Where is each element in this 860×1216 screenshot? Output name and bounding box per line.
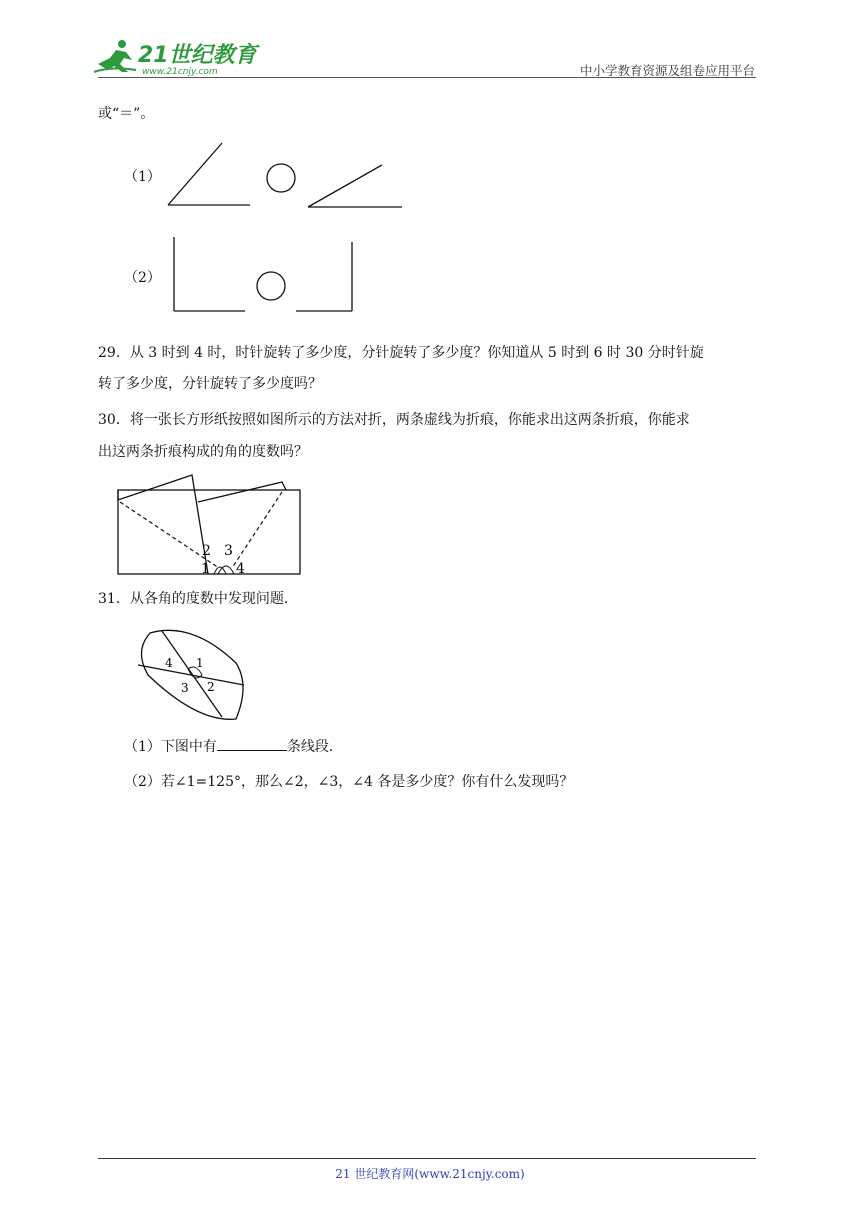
q31-ellipse-figure [132,623,250,723]
q28-part2-label: （2） [124,270,161,286]
q29-line2: 转了多少度，分针旋转了多少度吗？ [98,376,322,392]
q28-part1-label: （1） [124,169,161,185]
q31-angle-2-label: 2 [207,680,215,694]
header-platform-text: 中小学教育资源及组卷应用平台 [579,63,755,78]
q30-line2: 出这两条折痕构成的角的度数吗？ [98,444,308,460]
logo-text: 21世纪教育 [138,43,257,68]
q28-part1-figure [160,140,410,215]
q30-angle-1-label: 1 [201,561,210,577]
logo-runner-icon [92,36,262,78]
q30-line1: 30．将一张长方形纸按照如图所示的方法对折，两条虚线为折痕，你能求出这两条折痕，你能求 [98,412,690,428]
q31-angle-4-label: 4 [165,656,173,670]
q29-line1: 29．从 3 时到 4 时，时针旋转了多少度，分针旋转了多少度？你知道从 5 时到 6 时 30 分时针旋 [98,345,704,361]
header-divider [98,77,756,78]
footer-text: 21 世纪教育网(www.21cnjy.com) [335,1167,525,1181]
q30-angle-3-label: 3 [224,543,233,559]
q31-angle-1-label: 1 [196,656,204,670]
q31-angle-3-label: 3 [181,681,189,695]
q31-line1: 31．从各角的度数中发现问题． [98,591,298,607]
q31-answer-blank[interactable] [217,736,287,751]
q30-angle-4-label: 4 [236,561,245,577]
logo-url: www.21cnjy.com [142,67,218,77]
q30-angle-2-label: 2 [202,543,211,559]
q28-part2-figure [165,232,365,317]
q31-sub2: （2）若∠1=125°，那么∠2，∠3，∠4 各是多少度？你有什么发现吗？ [124,774,574,790]
q31-sub1-prefix: （1）下图中有 [124,739,217,755]
q30-folded-paper-figure [114,470,309,580]
footer-divider [98,1158,756,1159]
q31-sub1 [124,736,343,757]
q31-sub1-suffix: 条线段． [286,739,343,755]
compare-circle-1 [267,164,295,192]
logo [92,36,262,78]
q28-tail: 或“＝”。 [98,106,155,122]
compare-circle-2 [257,272,285,300]
